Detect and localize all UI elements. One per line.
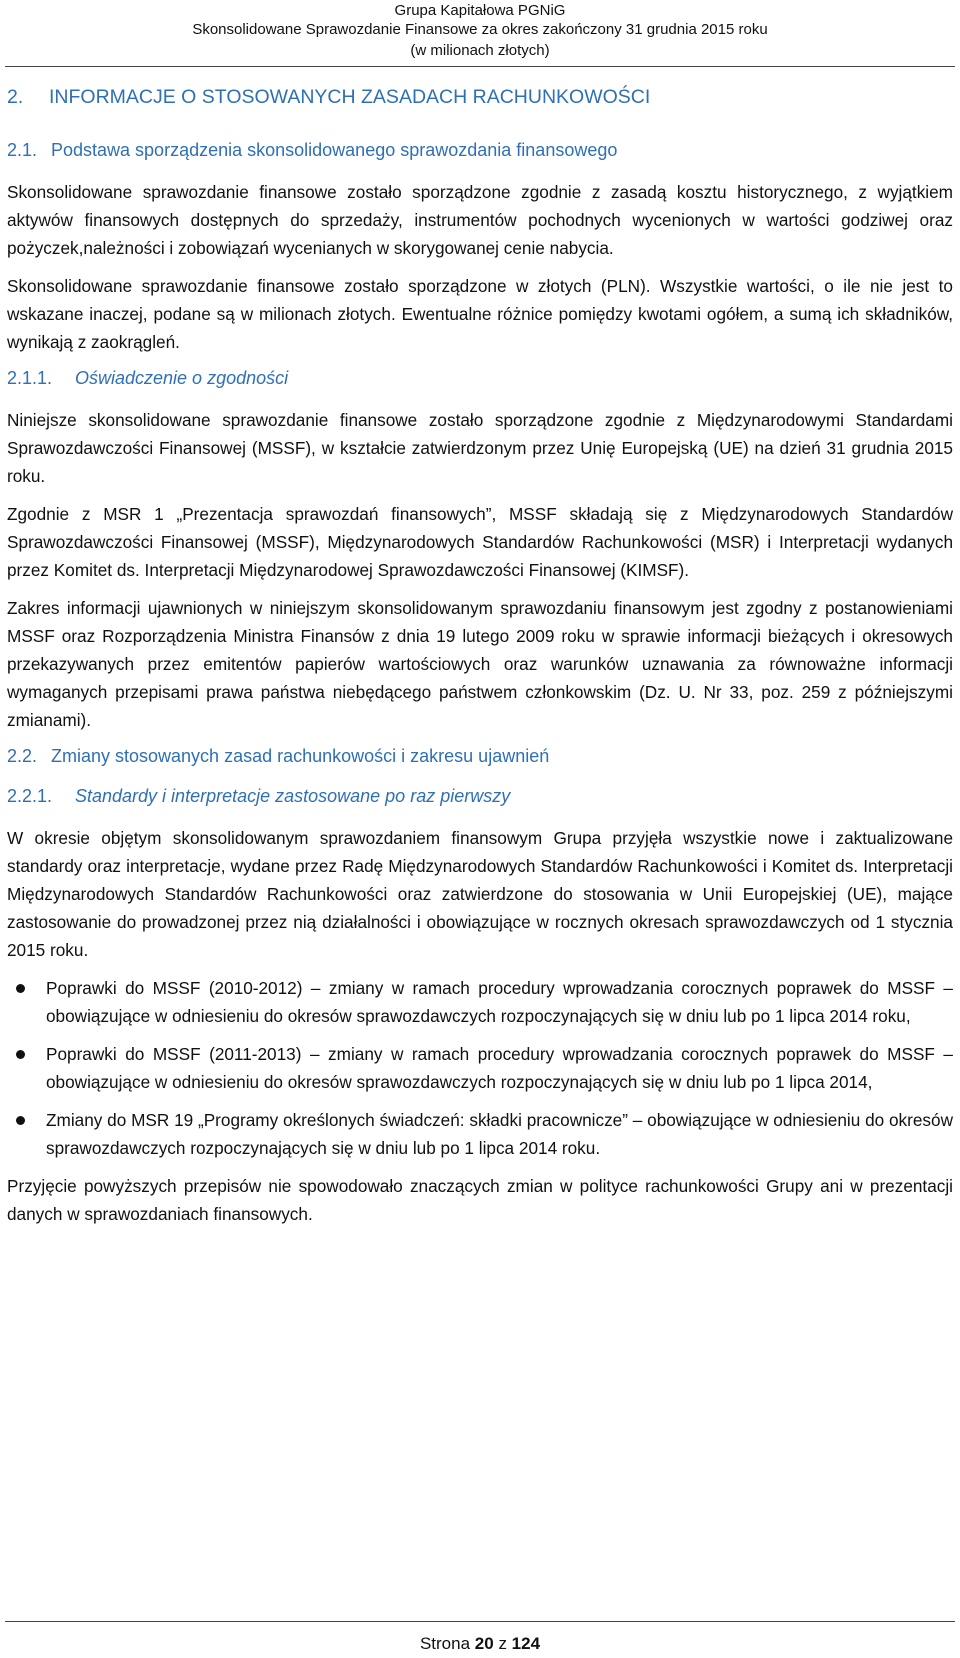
paragraph: Skonsolidowane sprawozdanie finansowe zostało sporządzone zgodnie z zasadą kosztu historycznego, z wyjątkiem aktywów finansowych dostępnych do sprzedaży, instrumentów pochodnych wycenionych w wartości godziwej oraz pożyczek,należności i zobowiązań wycenianych w skorygowanej cenie nabycia. (7, 182, 953, 258)
footer-prefix: Strona (419, 1634, 471, 1653)
subsection-title: Standardy i interpretacje zastosowane po raz pierwszy (75, 786, 511, 806)
subsection-number: 2.2. (7, 746, 38, 766)
standards-list (7, 974, 953, 1162)
subsection-title: Oświadczenie o zgodności (75, 368, 289, 388)
subsection-number: 2.1.1. (7, 368, 53, 388)
paragraph: Zakres informacji ujawnionych w niniejszym skonsolidowanym sprawozdaniu finansowym jest zgodny z postanowieniami MSSF oraz Rozporządzenia Ministra Finansów z dnia 19 lutego 2009 roku w sprawie informacji bieżących i okresowych przekazywanych przez emitentów papierów wartościowych oraz warunków uznawania za równoważne informacji wymaganych przepisami prawa państwa niebędącego państwem członkowskim (Dz. U. Nr 33, poz. 259 z późniejszymi zmianami). (7, 598, 953, 730)
page-footer (0, 1633, 960, 1655)
header-group-name: Grupa Kapitałowa PGNiG (394, 2, 566, 19)
subsection-number: 2.2.1. (7, 786, 53, 806)
list-item-text: Zmiany do MSR 19 „Programy określonych świadczeń: składki pracownicze” – obowiązujące w odniesieniu do okresów sprawozdawczych rozpoczynających się w dniu lub po 1 lipca 2014 roku. (46, 1110, 953, 1158)
paragraph: Niniejsze skonsolidowane sprawozdanie finansowe zostało sporządzone zgodnie z Międzynarodowymi Standardami Sprawozdawczości Finansowej (MSSF), w kształcie zatwierdzonym przez Unię Europejską (UE) na dzień 31 grudnia 2015 roku. (7, 410, 953, 486)
page-number: 20 (474, 1634, 494, 1653)
paragraph: Zgodnie z MSR 1 „Prezentacja sprawozdań finansowych”, MSSF składają się z Międzynarodowych Standardów Sprawozdawczości Finansowej (MSSF), Międzynarodowych Standardów Rachunkowości (MSR) i Interpretacji wydanych przez Komitet ds. Interpretacji Międzynarodowej Sprawozdawczości Finansowej (KIMSF). (7, 504, 953, 580)
subsection-heading-2-1 (7, 138, 953, 162)
header-units: (w milionach złotych) (410, 42, 550, 59)
section-title: INFORMACJE O STOSOWANYCH ZASADACH RACHUNKOWOŚCI (49, 86, 651, 108)
paragraph: Skonsolidowane sprawozdanie finansowe zostało sporządzone w złotych (PLN). Wszystkie wartości, o ile nie jest to wskazane inaczej, podane są w milionach złotych. Ewentualne różnice pomiędzy kwotami ogółem, a sumą ich składników, wynikają z zaokrągleń. (7, 276, 953, 352)
page-total: 124 (511, 1634, 541, 1653)
paragraph: Przyjęcie powyższych przepisów nie spowodowało znaczących zmian w polityce rachunkowości Grupy ani w prezentacji danych w sprawozdaniach finansowych. (7, 1176, 953, 1224)
bullet-icon (16, 1116, 25, 1125)
bullet-icon (16, 984, 25, 993)
header-report-title: Skonsolidowane Sprawozdanie Finansowe za okres zakończony 31 grudnia 2015 roku (192, 21, 768, 38)
list-item (7, 1040, 953, 1096)
bullet-icon (16, 1050, 25, 1059)
subsection-title: Podstawa sporządzenia skonsolidowanego sprawozdania finansowego (51, 140, 618, 160)
section-number: 2. (7, 86, 24, 108)
header-divider (5, 66, 955, 67)
list-item (7, 1106, 953, 1162)
page-content (7, 84, 953, 1228)
list-item-text: Poprawki do MSSF (2010-2012) – zmiany w ramach procedury wprowadzania corocznych poprawek do MSSF – obowiązujące w odniesieniu do okresów sprawozdawczych rozpoczynających się w dniu lub po 1 lipca 2014 roku, (46, 978, 953, 1026)
list-item-text: Poprawki do MSSF (2011-2013) – zmiany w ramach procedury wprowadzania corocznych poprawek do MSSF – obowiązujące w odniesieniu do okresów sprawozdawczych rozpoczynających się w dniu lub po 1 lipca 2014, (46, 1044, 953, 1092)
subsection-heading-2-2 (7, 744, 953, 768)
subsection-number: 2.1. (7, 140, 38, 160)
footer-divider (5, 1621, 955, 1622)
list-item (7, 974, 953, 1030)
subsection-heading-2-2-1 (7, 784, 953, 808)
paragraph: W okresie objętym skonsolidowanym sprawozdaniem finansowym Grupa przyjęła wszystkie nowe i zaktualizowane standardy oraz interpretacje, wydane przez Radę Międzynarodowych Standardów Rachunkowości i Komitet ds. Interpretacji Międzynarodowych Standardów Rachunkowości oraz zatwierdzone do stosowania w Unii Europejskiej (UE), mające zastosowanie do prowadzonej przez nią działalności i obowiązujące w rocznych okresach sprawozdawczych od 1 stycznia 2015 roku. (7, 828, 953, 960)
subsection-title: Zmiany stosowanych zasad rachunkowości i zakresu ujawnień (51, 746, 550, 766)
footer-of: z (498, 1634, 507, 1653)
subsection-heading-2-1-1 (7, 366, 953, 390)
section-heading (7, 84, 953, 110)
